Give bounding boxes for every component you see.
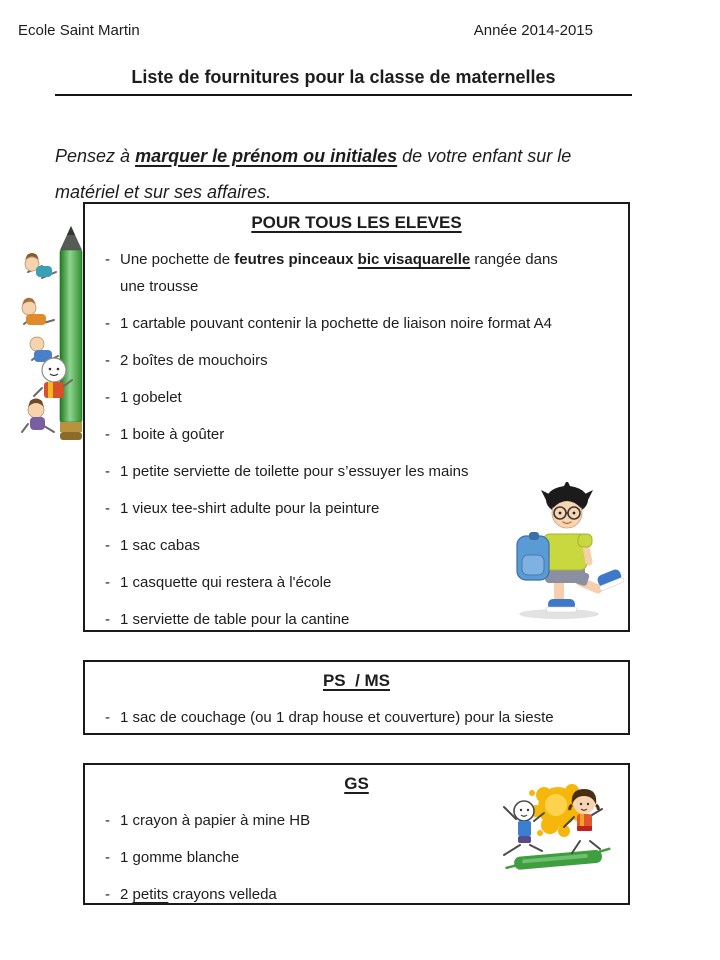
item-text: [120, 315, 552, 332]
dash-bullet: -: [105, 500, 110, 517]
section-heading: POUR TOUS LES ELEVES: [251, 213, 462, 232]
item-text: [120, 389, 182, 406]
text-segment: 1 cartable pouvant contenir la pochette de liaison noire format A4: [120, 315, 552, 332]
text-segment: rangée dans: [470, 251, 558, 268]
text-segment: 1 serviette de table pour la cantine: [120, 611, 350, 628]
supply-list-item: [105, 310, 626, 337]
text-segment: marquer le prénom ou initiales: [135, 146, 398, 166]
supply-list-item: [105, 704, 626, 731]
dash-bullet: -: [105, 537, 110, 554]
supply-list: [85, 704, 628, 731]
text-segment: une trousse: [120, 278, 199, 295]
section-gs: [83, 763, 630, 905]
text-segment: feutres pinceaux: [234, 251, 358, 268]
section-ps-ms: [83, 660, 630, 735]
supply-list-item: [105, 347, 626, 374]
supply-list-item: [105, 421, 626, 448]
item-text: [120, 426, 224, 443]
text-segment: Une pochette de: [120, 251, 235, 268]
page-title: Liste de fournitures pour la classe de maternelles: [131, 67, 556, 87]
marking-note: [55, 138, 655, 210]
dash-bullet: -: [105, 574, 110, 591]
item-text: [120, 251, 558, 295]
document-header: [18, 22, 593, 39]
dash-bullet: -: [105, 463, 110, 480]
dash-bullet: -: [105, 611, 110, 628]
text-segment: petits: [132, 886, 169, 903]
section-heading: GS: [344, 774, 369, 793]
school-name: Ecole Saint Martin: [18, 22, 140, 39]
dash-bullet: -: [105, 315, 110, 332]
supply-list-item: [105, 844, 626, 871]
text-segment: crayons velleda: [168, 886, 277, 903]
supply-list-item: [105, 606, 626, 633]
supply-list: [85, 807, 628, 908]
title-underline-rule: [55, 94, 632, 96]
section-pour-tous-les-eleves: [83, 202, 630, 632]
item-text: [120, 886, 277, 903]
supply-list-item: [105, 458, 626, 485]
text-segment: 2: [120, 886, 133, 903]
text-segment: 1 petite serviette de toilette pour s’essuyer les mains: [120, 463, 469, 480]
title-block: [55, 64, 632, 96]
text-segment: 1 boite à goûter: [120, 426, 225, 443]
dash-bullet: -: [105, 886, 110, 903]
supply-list-item: [105, 246, 626, 300]
supply-list: [85, 246, 628, 633]
dash-bullet: -: [105, 389, 110, 406]
text-segment: 1 sac cabas: [120, 537, 201, 554]
dash-bullet: -: [105, 849, 110, 866]
dash-bullet: -: [105, 812, 110, 829]
text-segment: 1 vieux tee-shirt adulte pour la peinture: [120, 500, 380, 517]
supply-list-item: [105, 807, 626, 834]
school-year: Année 2014-2015: [473, 22, 593, 39]
text-segment: 1 gobelet: [120, 389, 182, 406]
item-text: [120, 611, 349, 628]
text-segment: de votre enfant sur le: [397, 146, 572, 166]
supply-list-item: [105, 881, 626, 908]
dash-bullet: -: [105, 352, 110, 369]
supply-list-item: [105, 495, 626, 522]
supply-list-item: [105, 569, 626, 596]
text-segment: Pensez à: [55, 146, 136, 166]
item-text: [120, 849, 239, 866]
text-segment: 1 gomme blanche: [120, 849, 240, 866]
dash-bullet: -: [105, 426, 110, 443]
item-text: [120, 500, 379, 517]
item-text: [120, 537, 200, 554]
supply-list-item: [105, 532, 626, 559]
text-segment: 1 casquette qui restera à l'école: [120, 574, 332, 591]
item-text: [120, 709, 554, 726]
text-segment: 1 crayon à papier à mine HB: [120, 812, 311, 829]
item-text: [120, 574, 331, 591]
dash-bullet: -: [105, 251, 110, 268]
text-segment: 2 boîtes de mouchoirs: [120, 352, 268, 369]
text-segment: 1 sac de couchage (ou 1 drap house et couverture) pour la sieste: [120, 709, 554, 726]
section-heading: PS / MS: [322, 671, 391, 690]
item-text: [120, 812, 310, 829]
dash-bullet: -: [105, 709, 110, 726]
supply-list-item: [105, 384, 626, 411]
text-segment: matériel et sur ses affaires.: [55, 182, 272, 202]
item-text: [120, 352, 268, 369]
text-segment: bic visaquarelle: [357, 251, 471, 268]
item-text: [120, 463, 469, 480]
